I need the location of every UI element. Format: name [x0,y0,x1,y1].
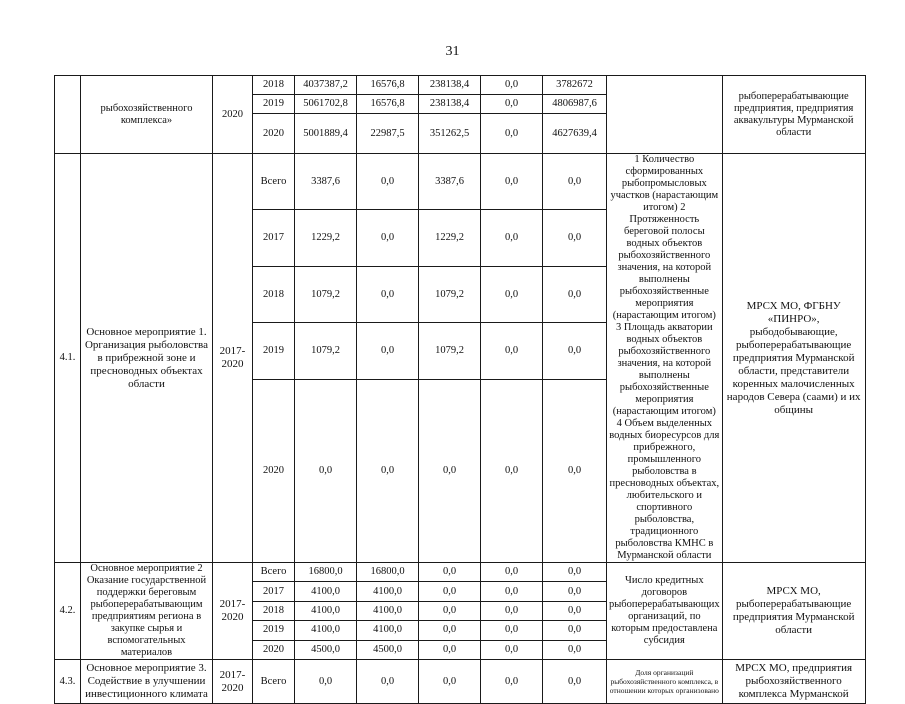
total-cell: 4037387,2 [295,76,357,95]
value-cell: 3782672 [543,76,607,95]
indicator-cell [607,76,723,154]
value-cell: 0,0 [419,640,481,659]
value-cell: 16800,0 [357,563,419,582]
value-cell: 0,0 [419,601,481,620]
value-cell: 22987,5 [357,114,419,154]
table-row [55,154,866,210]
value-cell: 0,0 [543,266,607,322]
value-cell: 0,0 [481,563,543,582]
value-cell: 0,0 [357,210,419,266]
total-cell: 4100,0 [295,582,357,601]
value-cell: 0,0 [543,210,607,266]
value-cell: 0,0 [481,601,543,620]
value-cell: 16576,8 [357,76,419,95]
value-cell: 0,0 [357,266,419,322]
value-cell: 0,0 [543,154,607,210]
value-cell: 0,0 [357,323,419,379]
value-cell: 0,0 [481,379,543,562]
value-cell: 3387,6 [419,154,481,210]
year-cell: 2017 [253,210,295,266]
total-cell: 1229,2 [295,210,357,266]
value-cell: 0,0 [419,379,481,562]
year-cell: 2018 [253,601,295,620]
responsible-cell: рыбоперерабатывающие предприятия, предприятия аквакультуры Мурманской области [722,76,865,154]
row-number-cell: 4.2. [55,563,81,660]
activity-name-cell: Основное мероприятие 1. Организация рыболовства в прибрежной зоне и пресноводных объектах области [81,154,213,563]
year-cell: Всего [253,154,295,210]
indicator-cell: Доля организаций рыбохозяйственного комплекса, в отношении которых организовано [607,660,723,704]
table-row [55,563,866,582]
table-row [55,660,866,704]
total-cell: 0,0 [295,379,357,562]
value-cell: 0,0 [357,660,419,704]
value-cell: 0,0 [543,601,607,620]
value-cell: 1079,2 [419,323,481,379]
value-cell: 4627639,4 [543,114,607,154]
total-cell: 16800,0 [295,563,357,582]
value-cell: 0,0 [481,266,543,322]
year-cell: 2020 [253,379,295,562]
value-cell: 0,0 [481,621,543,640]
total-cell: 4100,0 [295,621,357,640]
total-cell: 4500,0 [295,640,357,659]
activity-name-cell: Основное мероприятие 3. Содействие в улучшении инвестиционного климата [81,660,213,704]
value-cell: 4806987,6 [543,95,607,114]
value-cell: 0,0 [419,660,481,704]
year-cell: 2018 [253,76,295,95]
value-cell: 0,0 [481,582,543,601]
total-cell: 5001889,4 [295,114,357,154]
value-cell: 0,0 [481,210,543,266]
value-cell: 1229,2 [419,210,481,266]
total-cell: 3387,6 [295,154,357,210]
value-cell: 4500,0 [357,640,419,659]
value-cell: 0,0 [357,379,419,562]
row-number-cell: 4.3. [55,660,81,704]
value-cell: 0,0 [481,114,543,154]
page-number: 31 [445,44,460,59]
value-cell: 4100,0 [357,621,419,640]
period-cell: 2017-2020 [213,154,253,563]
responsible-cell: МРСХ МО, рыбоперерабатывающие предприятия Мурманской области [722,563,865,660]
year-cell: 2020 [253,640,295,659]
value-cell: 0,0 [419,582,481,601]
value-cell: 0,0 [481,660,543,704]
year-cell: Всего [253,563,295,582]
year-cell: 2017 [253,582,295,601]
total-cell: 5061702,8 [295,95,357,114]
value-cell: 0,0 [543,379,607,562]
total-cell: 0,0 [295,660,357,704]
indicator-cell: 1 Количество сформированных рыбопромысловых участков (нарастающим итогом) 2 Протяженность береговой полосы водных объектов рыбохозяйственного значения, на которой выполнены рыбохозяйственные мероприятия (нарастающим итогом) 3 Площадь акватории водных объектов рыбохозяйственного значения, на которой выполнены рыбохозяйственные мероприятия (нарастающим итогом) 4 Объем выделенных водных биоресурсов для прибрежного, промышленного рыболовства в пресноводных объектах, любительского и спортивного рыболовства, традиционного рыболовства КМНС в Мурманской области [607,154,723,563]
activity-name-cell: Основное мероприятие 2 Оказание государственной поддержки береговым рыбоперерабатывающим предприятиям региона в закупке сырья и вспомогательных материалов [81,563,213,660]
program-table [54,75,866,704]
value-cell: 1079,2 [419,266,481,322]
value-cell: 238138,4 [419,76,481,95]
period-cell: 2017-2020 [213,660,253,704]
period-cell: 2020 [213,76,253,154]
year-cell: 2020 [253,114,295,154]
value-cell: 0,0 [481,95,543,114]
value-cell: 0,0 [543,660,607,704]
value-cell: 0,0 [481,640,543,659]
total-cell: 1079,2 [295,323,357,379]
value-cell: 0,0 [543,582,607,601]
table-row [55,76,866,95]
value-cell: 4100,0 [357,601,419,620]
row-number-cell [55,76,81,154]
responsible-cell: МРСХ МО, ФГБНУ «ПИНРО», рыбодобывающие, рыбоперерабатывающие предприятия Мурманской области, представители коренных малочисленных народов Севера (саами) и их общины [722,154,865,563]
value-cell: 16576,8 [357,95,419,114]
year-cell: 2018 [253,266,295,322]
total-cell: 1079,2 [295,266,357,322]
value-cell: 238138,4 [419,95,481,114]
value-cell: 0,0 [543,640,607,659]
value-cell: 351262,5 [419,114,481,154]
activity-name-cell: рыбохозяйственного комплекса» [81,76,213,154]
year-cell: 2019 [253,323,295,379]
value-cell: 0,0 [481,154,543,210]
value-cell: 0,0 [543,323,607,379]
year-cell: 2019 [253,621,295,640]
value-cell: 0,0 [543,563,607,582]
value-cell: 0,0 [481,323,543,379]
value-cell: 0,0 [543,621,607,640]
indicator-cell: Число кредитных договоров рыбоперерабатывающих организаций, по которым предоставлена субсидия [607,563,723,660]
row-number-cell: 4.1. [55,154,81,563]
period-cell: 2017-2020 [213,563,253,660]
value-cell: 0,0 [419,621,481,640]
value-cell: 0,0 [419,563,481,582]
value-cell: 0,0 [357,154,419,210]
year-cell: 2019 [253,95,295,114]
total-cell: 4100,0 [295,601,357,620]
value-cell: 0,0 [481,76,543,95]
value-cell: 4100,0 [357,582,419,601]
year-cell: Всего [253,660,295,704]
responsible-cell: МРСХ МО, предприятия рыбохозяйственного комплекса Мурманской [722,660,865,704]
